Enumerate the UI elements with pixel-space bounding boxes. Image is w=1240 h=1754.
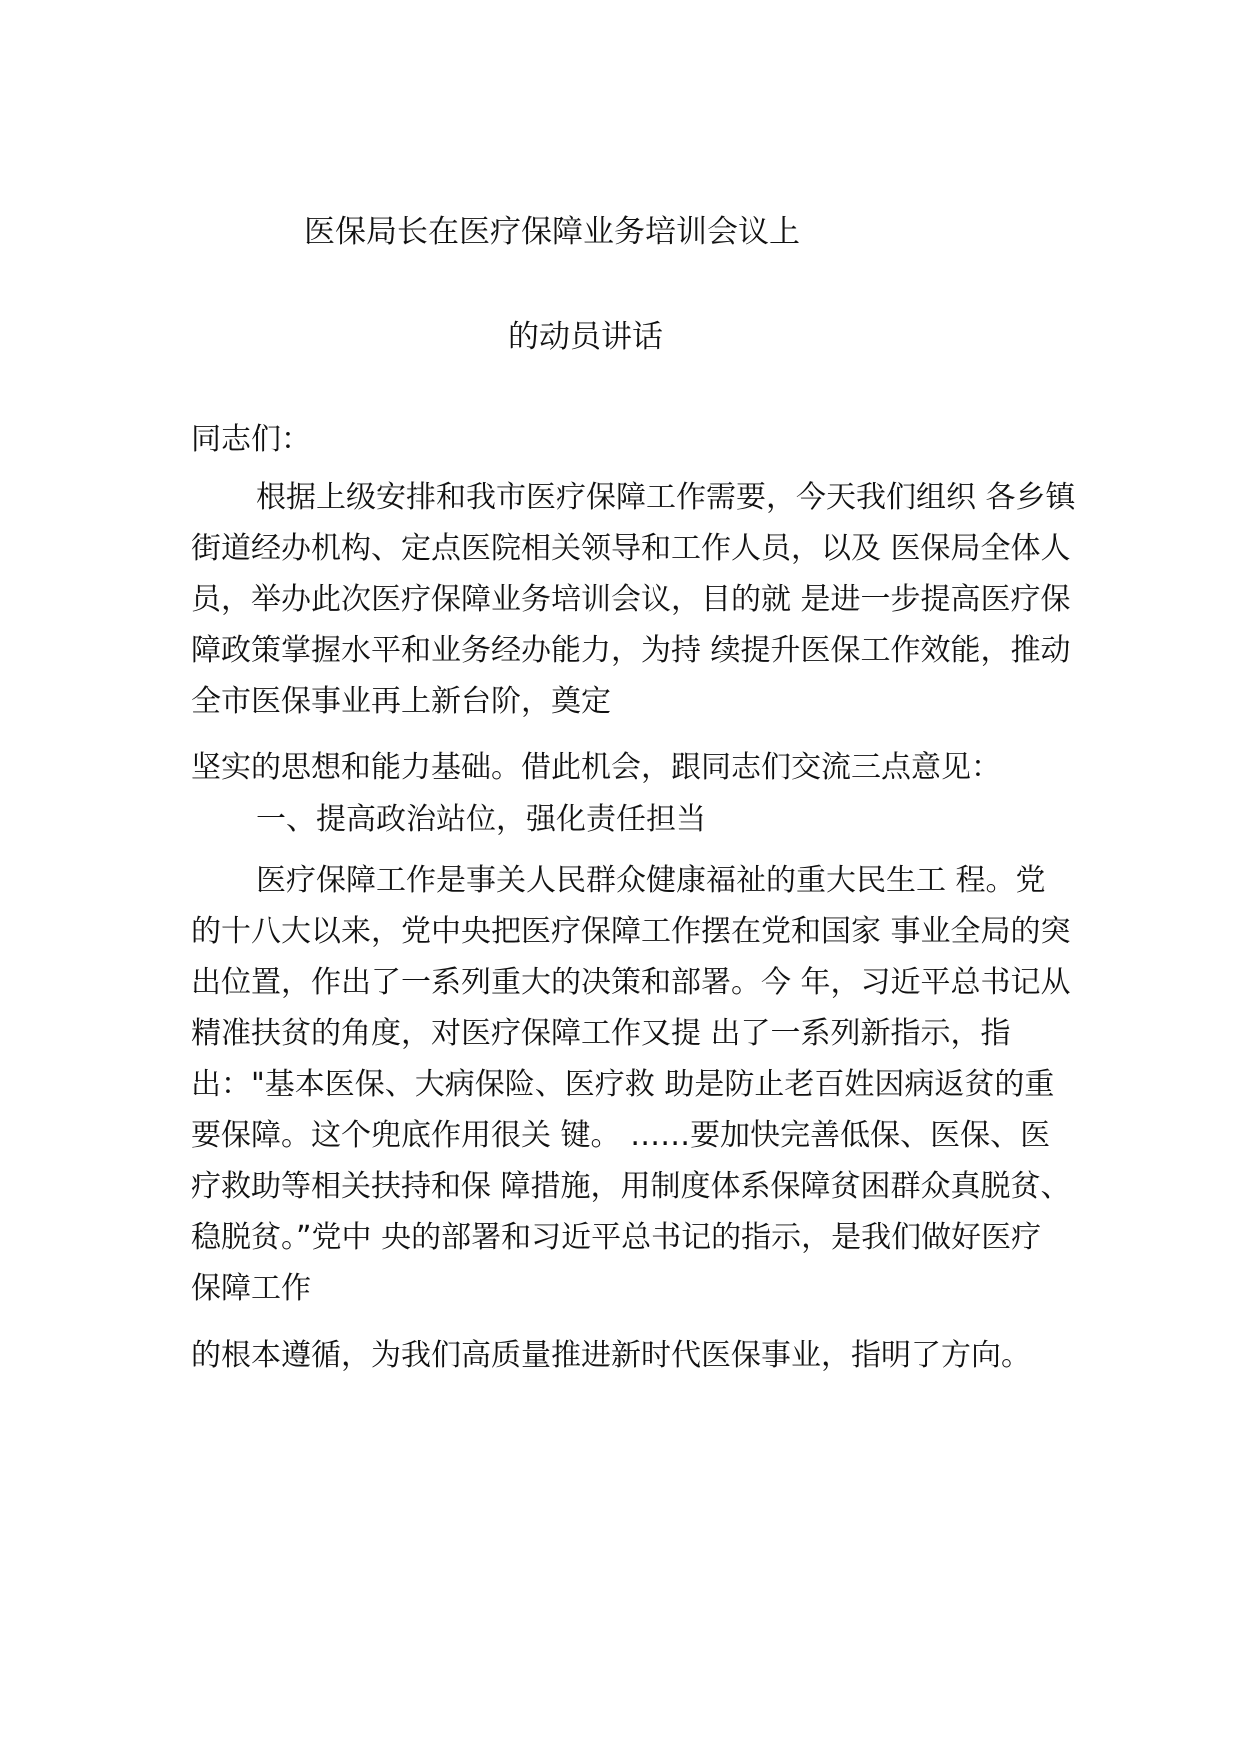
document-title-line-1: 医保局长在医疗保障业务培训会议上 [304, 214, 800, 250]
body-line: 根据上级安排和我市医疗保障工作需要，今天我们组织 各乡镇 [256, 480, 1076, 515]
body-line: 稳脱贫。”党中 央的部署和习近平总书记的指示，是我们做好医疗 [191, 1220, 1042, 1255]
body-line: 障政策掌握水平和业务经办能力，为持 续提升医保工作效能，推动 [191, 633, 1071, 668]
body-line: 保障工作 [191, 1271, 311, 1306]
body-line: 坚实的思想和能力基础。借此机会，跟同志们交流三点意见： [191, 750, 1001, 785]
body-line: 医疗保障工作是事关人民群众健康福祉的重大民生工 程。党 [256, 863, 1046, 898]
body-line: 的根本遵循，为我们高质量推进新时代医保事业，指明了方向。 [191, 1338, 1031, 1373]
body-line: 出："基本医保、大病保险、医疗救 助是防止老百姓因病返贫的重 [191, 1067, 1055, 1102]
body-line: 疗救助等相关扶持和保 障措施，用制度体系保障贫困群众真脱贫、 [191, 1169, 1071, 1204]
body-line: 的十八大以来，党中央把医疗保障工作摆在党和国家 事业全局的突 [191, 914, 1071, 949]
body-line: 街道经办机构、定点医院相关领导和工作人员，以及 医保局全体人 [191, 531, 1071, 566]
section-heading: 一、提高政治站位，强化责任担当 [256, 802, 706, 837]
body-line: 精准扶贫的角度，对医疗保障工作又提 出了一系列新指示，指 [191, 1016, 1011, 1051]
body-line: 要保障。这个兜底作用很关 键。 ……要加快完善低保、医保、医 [191, 1118, 1051, 1153]
document-title-line-2: 的动员讲话 [508, 319, 663, 355]
body-line: 全市医保事业再上新台阶，奠定 [191, 684, 611, 719]
salutation: 同志们： [191, 422, 311, 457]
body-line: 出位置，作出了一系列重大的决策和部署。今 年，习近平总书记从 [191, 965, 1071, 1000]
body-line: 员，举办此次医疗保障业务培训会议，目的就 是进一步提高医疗保 [191, 582, 1071, 617]
